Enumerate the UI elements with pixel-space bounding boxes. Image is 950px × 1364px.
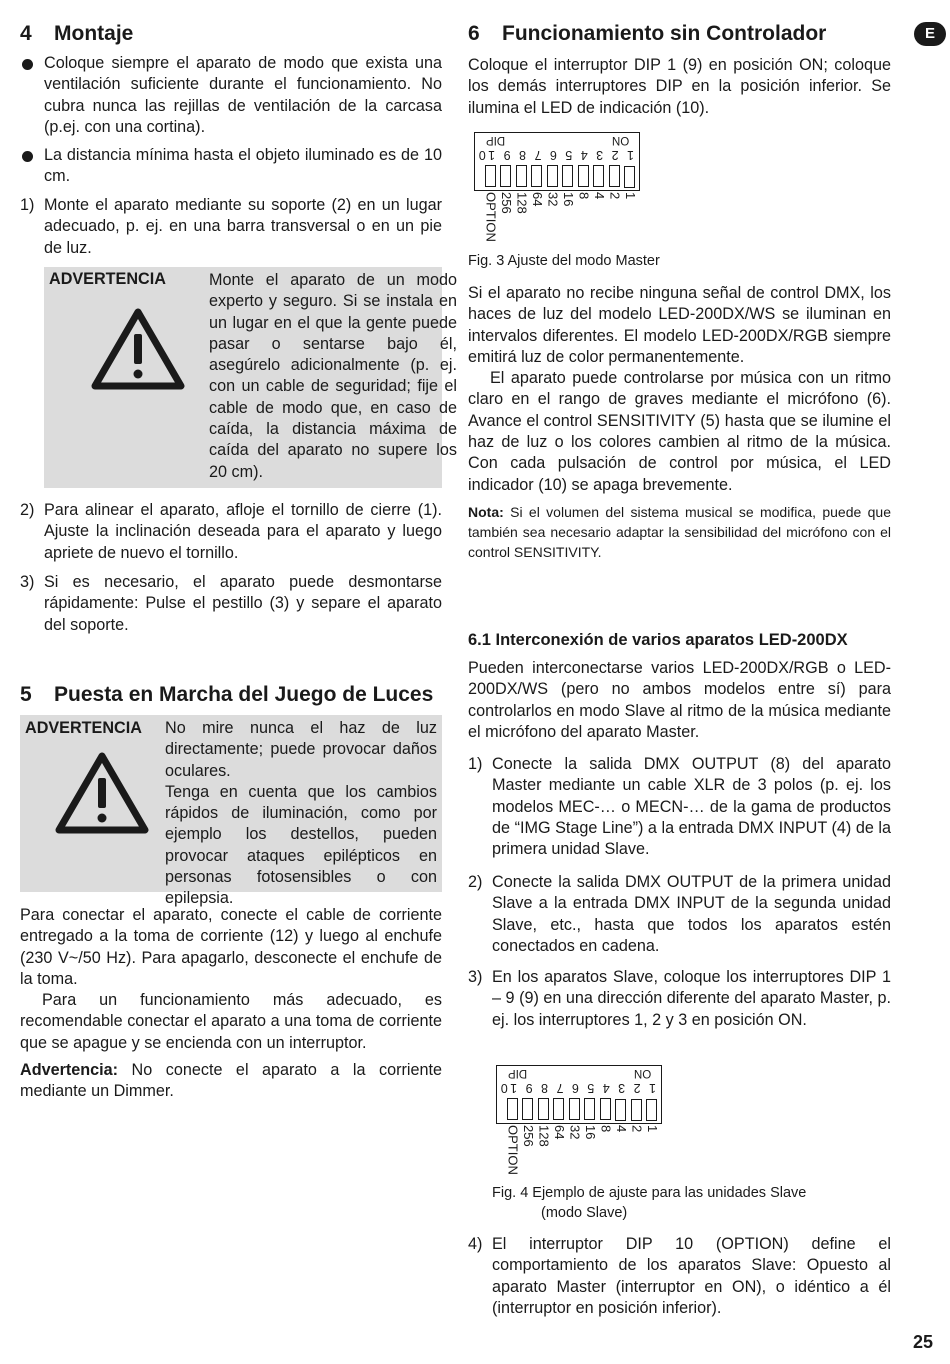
dip-value-label-2: 2 [607,192,623,200]
section-5-heading: 5 Puesta en Marcha del Juego de Luces [20,683,434,706]
list-item-6-1-4: 4) El interruptor DIP 10 (OPTION) define el comportamiento de los aparatos Slave: Opuesto al aparato Master (interruptor en ON), o idéntico a él (interruptor en posición inferior). [468,1235,891,1317]
dimmer-warning: Advertencia: No conecte el aparato a la corriente mediante un Dimmer. [20,1061,442,1101]
list-item-6-1-2: 2) Conecte la salida DMX OUTPUT de la primera unidad Slave a la entrada DMX INPUT de la segunda unidad Slave, etc., hasta que todos los aparatos estén conectados en cadena. [468,873,891,955]
bullet-icon [22,59,33,70]
section-6-1-heading: 6.1 Interconexión de varios aparatos LED-200DX [468,631,848,649]
dip-switch-9 [522,1098,533,1120]
warning-box-mounting [44,267,457,488]
dip-value-label-7: 64 [552,1125,567,1140]
dip-switch-1 [646,1099,657,1121]
dip-value-label-10: OPTION [483,192,499,242]
list-item-6-1-3: 3) En los aparatos Slave, coloque los interruptores DIP 1 – 9 (9) en una dirección diferente del aparato Master, p. ej. los interruptores 1, 2 y 3 en posición ON. [468,968,891,1029]
dip-value-label-8: 128 [514,192,530,214]
warning-label: ADVERTENCIA [49,270,166,288]
dip-value-label-7: 64 [530,192,545,207]
dip-switch-2 [631,1099,642,1121]
dip-value-label-6: 32 [567,1125,583,1140]
dip-switch-9 [500,165,511,187]
list-item-2: 2) Para alinear el aparato, afloje el tornillo de cierre (1). Ajuste la inclinación deseada para el aparato y luego apriete de nuevo el tornillo. [20,501,442,562]
warning-label: ADVERTENCIA [25,719,142,737]
dip-value-label-5: 16 [561,192,576,207]
dip-value-label-2: 2 [629,1125,645,1133]
dip-switch-3 [593,165,604,187]
list-item-3: 3) Si es necesario, el aparato puede desmontarse rápidamente: Pulse el pestillo (3) y separe el aparato del soporte. [20,573,442,634]
list-item-6-1-1: 1) Conecte la salida DMX OUTPUT (8) del aparato Master mediante un cable XLR de 3 polos (p. ej. los modelos MEC-… o MECN-… de la gama de productos de “IMG Stage Line”) a la entrada DMX INPUT (4) de la primera unidad Slave. [468,755,891,859]
dip-switch-10 [485,165,496,187]
fig4-caption: Fig. 4 Ejemplo de ajuste para las unidades Slave (modo Slave) [492,1185,807,1221]
warning-triangle-icon [90,307,186,391]
dip-switch-3 [615,1099,626,1121]
dip-value-label-9: 256 [499,192,514,214]
warning-triangle-icon [54,751,150,835]
dip-value-label-1: 1 [623,192,638,200]
dip-value-label-8: 128 [536,1125,552,1147]
fig3-caption: Fig. 3 Ajuste del modo Master [468,253,660,269]
bullet-icon [22,151,33,162]
bullet-item-distance: La distancia mínima hasta el objeto iluminado es de 10 cm. [20,145,442,188]
section-6-heading: 6 Funcionamiento sin Controlador [468,22,827,45]
warning-text: Monte el aparato de un modo experto y seguro. Si se instala en un lugar en el que la gente puede pasar o sentarse bajo él, asegúrelo adicionalmente (p. ej. con un cable de seguridad; fije el cable de modo que, en caso de caída, la distancia máxima de caída del aparato no supere los 20 cm). [209,271,457,481]
dip-value-label-4: 8 [576,192,592,200]
dip-switch-5 [562,165,573,187]
dip-value-label-10: OPTION [505,1125,521,1175]
warning-box-eyes [20,715,442,908]
dip-value-label-9: 256 [521,1125,536,1147]
warning-text: No mire nunca el haz de luz directamente; puede provocar daños oculares. Tenga en cuenta que los cambios rápidos de iluminación, como por ejemplo los destellos, pueden provocar ataques epilépticos en personas fotosensibles o con epilepsia. [165,719,437,908]
dip-switch-4 [578,165,589,187]
dip-value-label-3: 4 [614,1125,629,1133]
dip-switch-10 [507,1098,518,1120]
dip-switch-5 [584,1098,595,1120]
section-6-body: Si el aparato no recibe ninguna señal de control DMX, los haces de luz del modelo LED-200DX/WS se iluminan en intervalos diferentes. El modelo LED-200DX/RGB siempre emitirá luz de color permanentemente. El aparato puede controlarse por música con un ritmo claro en el rango de graves mediante el micrófono (6). Avance el control SENSITIVITY (5) hasta que se ilumine el haz de luz o los colores cambien al ritmo de la música. Con cada pulsación de control por música, el LED indicador (10) se apaga brevemente. Nota: Si el volumen del sistema musical se modifica, puede que también sea necesario adaptar la sensibilidad del micrófono con el control SENSITIVITY. [468,284,891,560]
dip-switch-6 [547,165,558,187]
dip-value-label-6: 32 [545,192,561,207]
dip-switch-4 [600,1098,611,1120]
dip-switch-fig4: DIP ON 1 2 3 4 5 6 7 8 9 10 1 2 4 8 16 32 64 128 256 OPTION [496,1065,666,1175]
dip-value-label-4: 8 [598,1125,614,1133]
dip-switch-8 [538,1098,549,1120]
nota-text: Nota: Si el volumen del sistema musical se modifica, puede que también sea necesario adaptar la sensibilidad del micrófono con el control SENSITIVITY. [468,503,891,560]
bullet-item-ventilation: Coloque siempre el aparato de modo que exista una ventilación suficiente durante el funcionamiento. No cubra nunca las rejillas de ventilación de la carcasa (p.ej. con una cortina). [20,53,442,138]
dip-value-label-5: 16 [583,1125,598,1140]
list-item-1: 1) Monte el aparato mediante su soporte (2) en un lugar adecuado, p. ej. en una barra transversal o en un pie de luz. [20,196,442,257]
dip-value-label-1: 1 [645,1125,660,1133]
dip-switch-fig3: DIP ON 1 2 3 4 5 6 7 8 9 10 1 2 4 8 16 32 64 128 256 OPTION [474,132,644,242]
dip-switch-6 [569,1098,580,1120]
dip-switch-8 [516,165,527,187]
language-badge: E [914,22,946,46]
dip-value-label-3: 4 [592,192,607,200]
dip-switch-7 [553,1098,564,1120]
page-number: 25 [913,1332,934,1352]
dip-switch-7 [531,165,542,187]
dip-switch-2 [609,165,620,187]
dip-switch-1 [624,166,635,188]
section-5-body: Para conectar el aparato, conecte el cable de corriente entregado a la toma de corriente (12) y luego al enchufe (230 V~/50 Hz). Para apagarlo, desconecte el enchufe de la toma. Para un funcionamiento más adecuado, es recomendable conectar el aparato a una toma de corriente que se apague y se encienda con un interruptor. Advertencia: No conecte el aparato a la corriente mediante un Dimmer. [20,905,442,1103]
section-4-heading: 4 Montaje [20,22,134,45]
